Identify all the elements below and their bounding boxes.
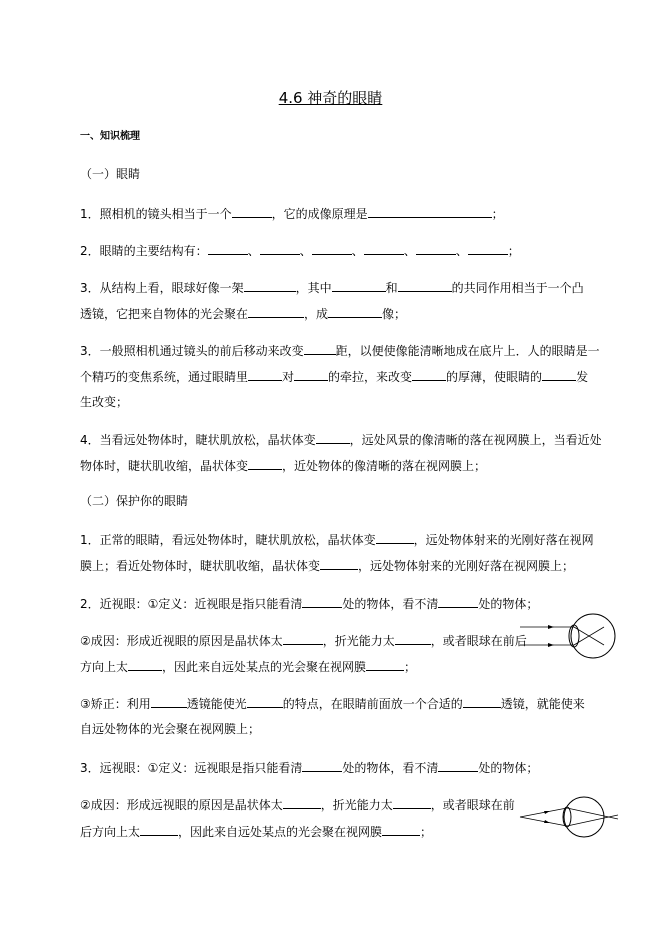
answer-blank[interactable] — [364, 243, 404, 255]
p1-line2: 膜上；看近处物体时，睫状肌收缩，晶状体变 ，远处物体射来的光刚好落在视网膜上； — [80, 559, 575, 573]
answer-blank[interactable] — [248, 306, 304, 318]
q3b-line3: 生改变； — [80, 395, 129, 409]
answer-blank[interactable] — [247, 696, 283, 708]
answer-blank[interactable] — [416, 243, 456, 255]
answer-blank[interactable] — [438, 596, 478, 608]
answer-blank[interactable] — [208, 243, 248, 255]
p3-line3: 后方向上太 ，因此来自远处某点的光会聚在视网膜 ； — [80, 825, 433, 839]
answer-blank[interactable] — [312, 243, 352, 255]
answer-blank[interactable] — [395, 633, 431, 645]
answer-blank[interactable] — [283, 797, 321, 809]
answer-blank[interactable] — [468, 243, 508, 255]
section-heading: 一、知识梳理 — [80, 131, 140, 142]
q3b-line2: 个精巧的变焦系统，通过眼睛里 对 的牵拉，来改变 的厚薄，使眼睛的 发 — [80, 370, 589, 384]
answer-blank[interactable] — [463, 696, 501, 708]
hyperopia-eye-diagram — [518, 793, 622, 841]
answer-blank[interactable] — [382, 824, 420, 836]
q3b-line1: 3．一般照相机通过镜头的前后移动来改变 距，以便使像能清晰地成在底片上．人的眼睛是一 — [80, 344, 600, 358]
answer-blank[interactable] — [302, 596, 342, 608]
answer-blank[interactable] — [376, 532, 414, 544]
p2-line5: 自远处物体的光会聚在视网膜上； — [80, 722, 261, 736]
answer-blank[interactable] — [140, 824, 178, 836]
answer-blank[interactable] — [302, 760, 342, 772]
answer-blank[interactable] — [316, 432, 350, 444]
p2-line3: 方向上太 ，因此来自远处某点的光会聚在视网膜 ； — [80, 660, 417, 674]
p2-line2: ②成因：形成近视眼的原因是晶状体太 ，折光能力太 ，或者眼球在前后 — [80, 634, 527, 648]
answer-blank[interactable] — [248, 458, 282, 470]
answer-blank[interactable] — [412, 369, 446, 381]
answer-blank[interactable] — [366, 659, 404, 671]
q4-line2: 物体时，睫状肌收缩，晶状体变 ，近处物体的像清晰的落在视网膜上； — [80, 459, 487, 473]
answer-blank[interactable] — [398, 280, 452, 292]
answer-blank[interactable] — [128, 659, 162, 671]
answer-blank[interactable] — [368, 206, 492, 218]
answer-blank[interactable] — [304, 343, 336, 355]
p3-line1: 3．远视眼：①定义：远视眼是指只能看清 处的物体，看不清 处的物体； — [80, 761, 539, 775]
answer-blank[interactable] — [542, 369, 576, 381]
part1-heading: （一）眼睛 — [80, 167, 141, 181]
answer-blank[interactable] — [320, 558, 358, 570]
q1-line: 1．照相机的镜头相当于一个 ，它的成像原理是 ； — [80, 207, 504, 221]
p1-line1: 1．正常的眼睛，看远处物体时，睫状肌放松，晶状体变 ，远处物体射来的光刚好落在视网 — [80, 533, 594, 547]
q3-line1: 3．从结构上看，眼球好像一架 ，其中 和 的共同作用相当于一个凸 — [80, 281, 584, 295]
answer-blank[interactable] — [438, 760, 478, 772]
answer-blank[interactable] — [332, 280, 386, 292]
answer-blank[interactable] — [283, 633, 323, 645]
page-title: 4.6 神奇的眼睛 — [278, 89, 383, 107]
p2-line1: 2．近视眼：①定义：近视眼是指只能看清 处的物体，看不清 处的物体； — [80, 597, 539, 611]
part2-heading: （二）保护你的眼睛 — [80, 494, 189, 508]
answer-blank[interactable] — [260, 243, 300, 255]
q4-line1: 4．当看远处物体时，睫状肌放松，晶状体变 ，远处风景的像清晰的落在视网膜上，当看近处 — [80, 433, 602, 447]
answer-blank[interactable] — [328, 306, 382, 318]
p3-line2: ②成因：形成远视眼的原因是晶状体太 ，折光能力太 ，或者眼球在前 — [80, 798, 515, 812]
myopia-eye-diagram — [518, 610, 618, 662]
answer-blank[interactable] — [248, 369, 282, 381]
q2-line: 2．眼睛的主要结构有： 、 、 、 、 、 ； — [80, 244, 520, 258]
answer-blank[interactable] — [393, 797, 431, 809]
p2-line4: ③矫正：利用 透镜能使光 的特点，在眼睛前面放一个合适的 透镜，就能使来 — [80, 697, 585, 711]
answer-blank[interactable] — [151, 696, 187, 708]
q3-line2: 透镜，它把来自物体的光会聚在 ，成 像； — [80, 307, 407, 321]
answer-blank[interactable] — [232, 206, 272, 218]
answer-blank[interactable] — [294, 369, 328, 381]
answer-blank[interactable] — [244, 280, 296, 292]
